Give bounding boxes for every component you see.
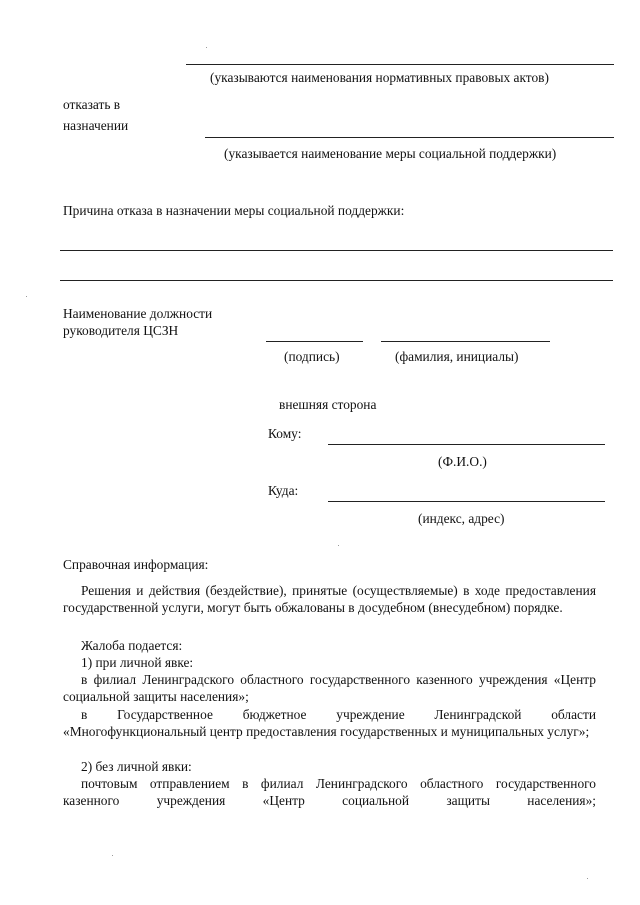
head-position-line1: Наименование должности [63,306,213,321]
refuse-label-line1: отказать в [63,97,121,112]
to-label: Кому: [268,426,302,441]
reason-line-1 [60,250,613,251]
outer-side-label: внешняя сторона [279,397,377,412]
scan-speck [587,878,588,879]
fio-caption: (Ф.И.О.) [438,454,487,469]
scan-speck [338,545,339,546]
acts-line [186,64,614,65]
info-paragraph-remote: 2) без личной явки: [81,759,192,774]
info-heading: Справочная информация: [63,557,209,572]
reason-label: Причина отказа в назначении меры социальной поддержки: [63,203,405,218]
info-paragraph-personal: 1) при личной явке: [81,655,194,670]
head-position-line2: руководителя ЦСЗН [63,323,179,338]
to-line [328,444,605,445]
where-line [328,501,605,502]
signature-caption: (подпись) [284,349,340,364]
reason-line-2 [60,280,613,281]
info-paragraph-submitted: Жалоба подается: [81,638,183,653]
name-caption: (фамилия, инициалы) [395,349,519,364]
info-paragraph-mail: почтовым отправлением в филиал Ленинградского областного государственного казенного учреждения «Центр социальной защиты населения»; [63,776,596,809]
address-caption: (индекс, адрес) [418,511,505,526]
measure-caption: (указывается наименование меры социальной поддержки) [224,146,557,161]
signature-line [266,341,363,342]
acts-caption: (указываются наименования нормативных правовых актов) [210,70,549,85]
info-paragraph-appeal: Решения и действия (бездействие), принятые (осуществляемые) в ходе предоставления государственной услуги, могут быть обжалованы в досудебном (внесудебном) порядке. [63,583,596,616]
where-label: Куда: [268,483,299,498]
info-paragraph-mfc: в Государственное бюджетное учреждение Ленинградской области «Многофункциональный центр предоставления государственных и муниципальных услуг»; [63,707,596,740]
info-paragraph-branch: в филиал Ленинградского областного государственного казенного учреждения «Центр социальной защиты населения»; [63,672,596,705]
measure-line [205,137,614,138]
refuse-label-line2: назначении [63,118,129,133]
scan-speck [26,296,27,297]
name-line [381,341,550,342]
scan-speck [112,855,113,856]
scan-speck [206,47,207,48]
